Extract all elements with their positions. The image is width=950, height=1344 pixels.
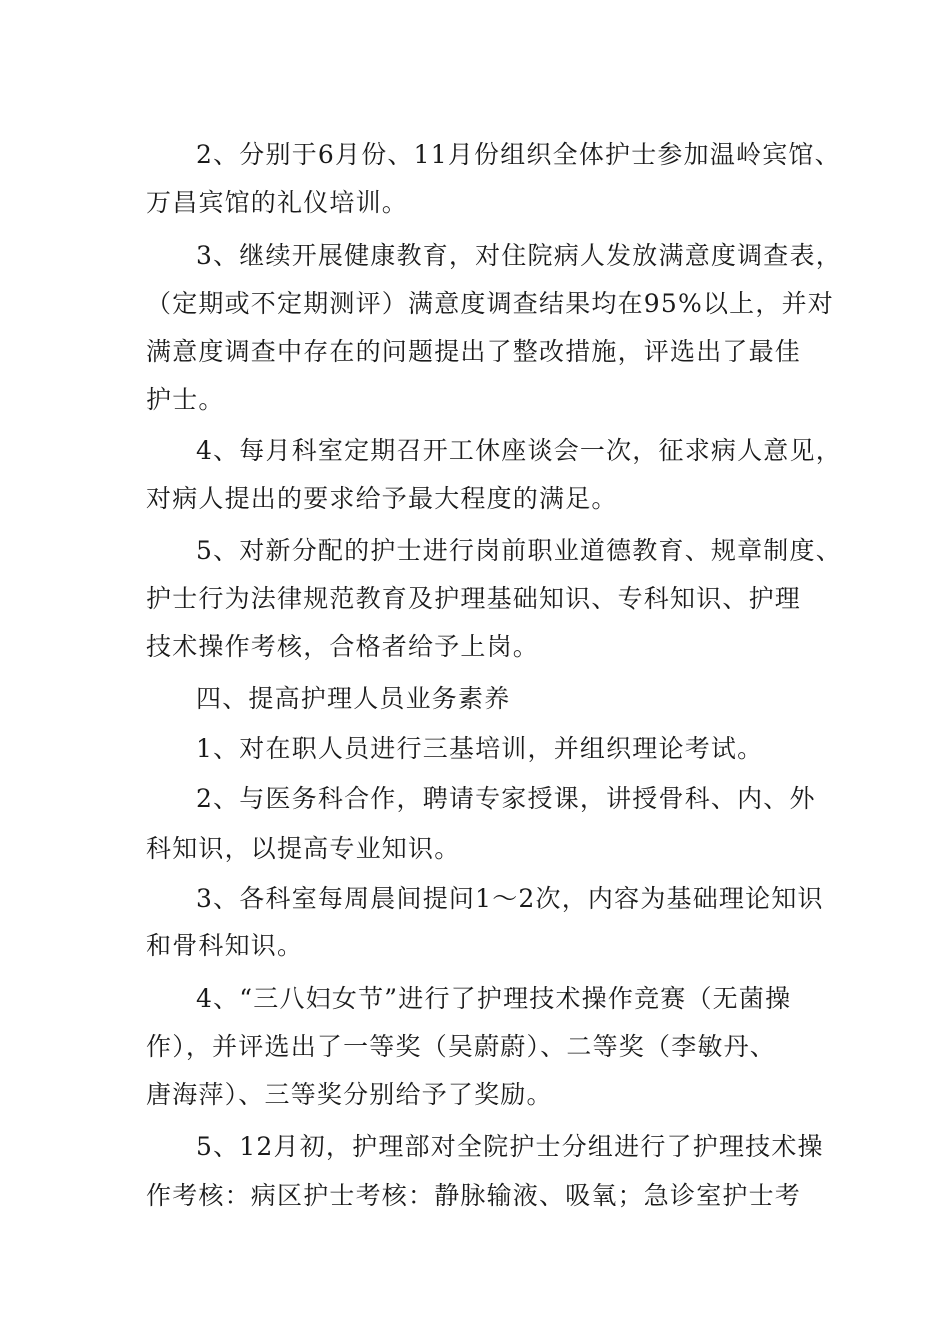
paragraph-line: 护士行为法律规范教育及护理基础知识、专科知识、护理: [146, 584, 802, 613]
paragraph-line: 4、每月科室定期召开工休座谈会一次，征求病人意见，: [196, 436, 842, 465]
paragraph-line: 1、对在职人员进行三基培训，并组织理论考试。: [196, 734, 764, 763]
paragraph-line: 5、12月初，护理部对全院护士分组进行了护理技术操: [196, 1132, 824, 1161]
paragraph-line: 科知识，以提高专业知识。: [146, 834, 461, 863]
paragraph-line: 技术操作考核，合格者给予上岗。: [146, 632, 540, 661]
paragraph-line: 5、对新分配的护士进行岗前职业道德教育、规章制度、: [196, 536, 842, 565]
paragraph-line: 对病人提出的要求给予最大程度的满足。: [146, 484, 618, 513]
paragraph-line: 护士。: [146, 385, 225, 414]
paragraph-line: 唐海萍）、三等奖分别给予了奖励。: [146, 1080, 553, 1109]
paragraph-line: 4、“三八妇女节”进行了护理技术操作竞赛（无菌操: [196, 984, 792, 1013]
paragraph-line: 万昌宾馆的礼仪培训。: [146, 188, 409, 217]
paragraph-line: 作考核：病区护士考核：静脉输液、吸氧；急诊室护士考: [146, 1181, 802, 1210]
paragraph-line: 3、各科室每周晨间提问1～2次，内容为基础理论知识: [196, 884, 824, 913]
paragraph-line: 和骨科知识。: [146, 931, 304, 960]
paragraph-line: 2、分别于6月份、11月份组织全体护士参加温岭宾馆、: [196, 140, 841, 169]
paragraph-line: 作），并评选出了一等奖（吴蔚蔚）、二等奖（李敏丹、: [146, 1032, 777, 1061]
paragraph-line: （定期或不定期测评）满意度调查结果均在95%以上，并对: [146, 289, 834, 318]
paragraph-line: 2、与医务科合作，聘请专家授课，讲授骨科、内、外: [196, 784, 816, 813]
paragraph-line: 3、继续开展健康教育，对住院病人发放满意度调查表，: [196, 241, 842, 270]
section-heading: 四、提高护理人员业务素养: [196, 684, 511, 713]
paragraph-line: 满意度调查中存在的问题提出了整改措施，评选出了最佳: [146, 337, 802, 366]
